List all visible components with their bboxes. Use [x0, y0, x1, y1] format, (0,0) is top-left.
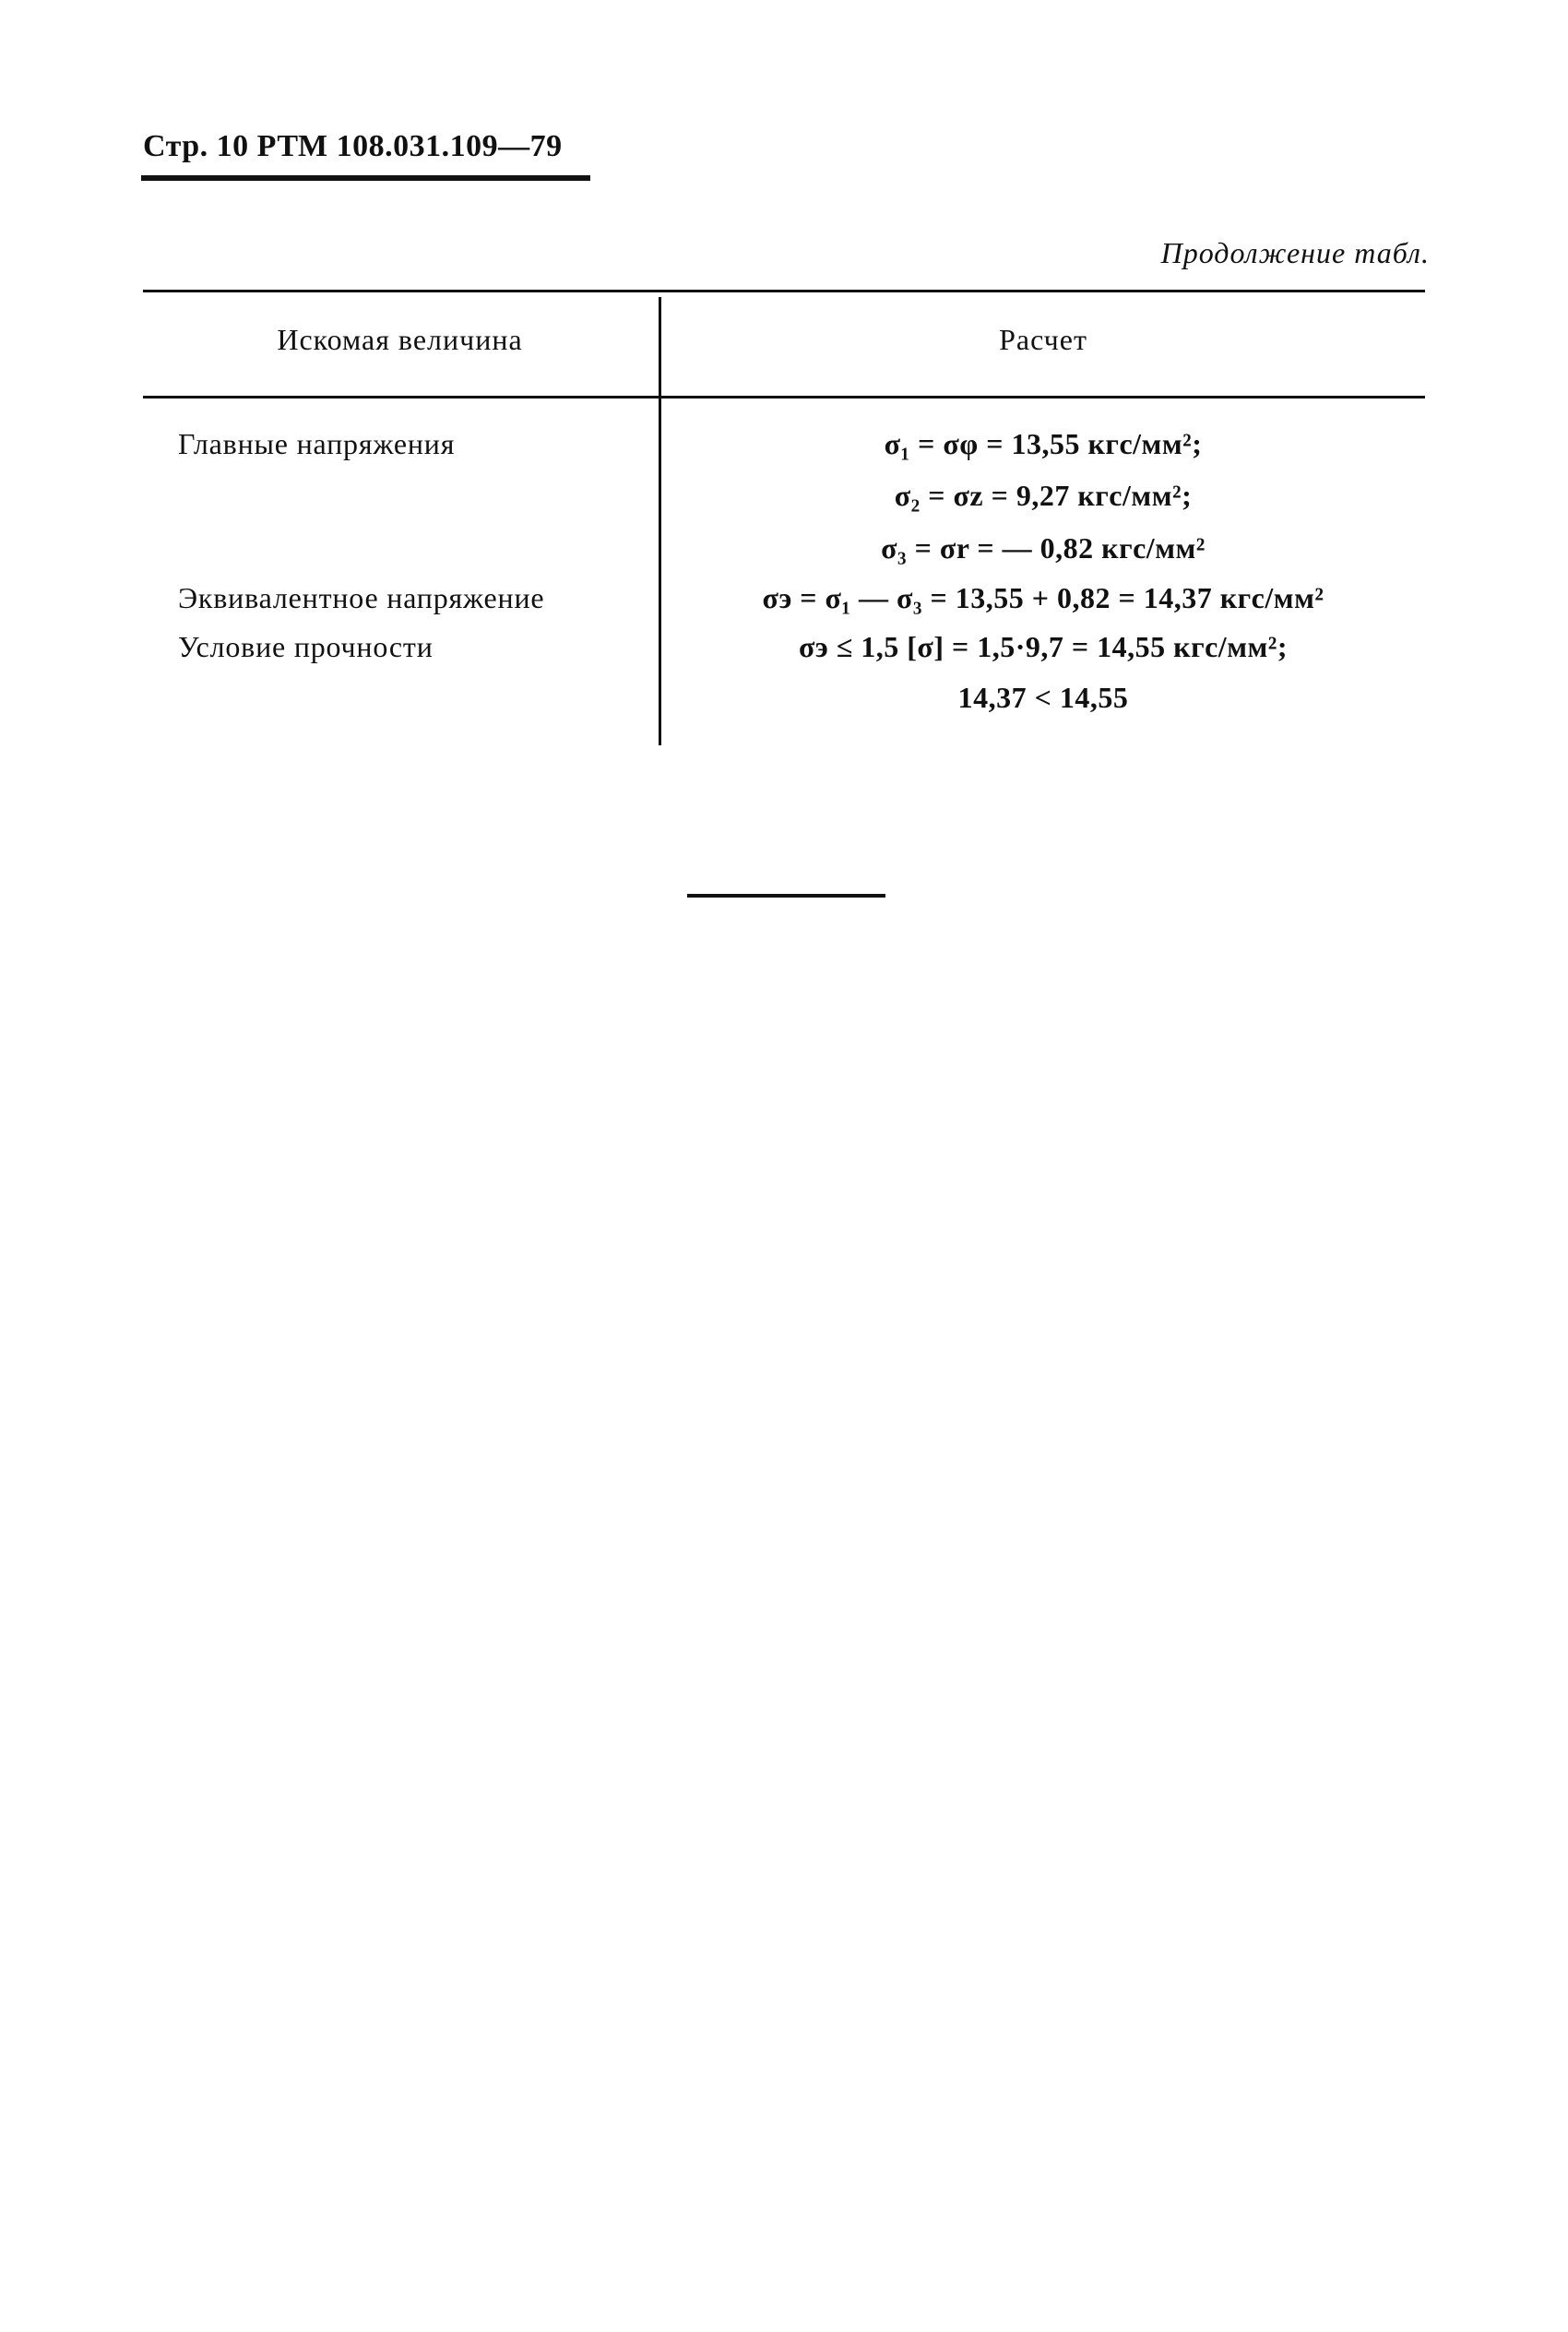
table-header-rule — [143, 396, 1425, 399]
table-top-rule — [143, 290, 1425, 292]
calc-line: σ₂ = σz = 9,27 кгс/мм²; — [894, 479, 1193, 512]
table-continuation-label: Продолжение табл. — [1160, 236, 1430, 269]
calc-line: 14,37 < 14,55 — [957, 681, 1129, 714]
column-header-calculation: Расчет — [999, 323, 1087, 356]
page-header: Стр. 10 РТМ 108.031.109—79 — [143, 129, 563, 163]
end-of-section-rule — [687, 894, 885, 898]
header-underline — [141, 175, 590, 181]
table-column-divider — [659, 297, 661, 745]
column-header-quantity: Искомая величина — [277, 323, 523, 356]
row-label-principal-stresses: Главные напряжения — [178, 427, 456, 460]
calc-line: σэ = σ₁ — σ₃ = 13,55 + 0,82 = 14,37 кгс/мм² — [762, 581, 1324, 614]
row-label-strength-condition: Условие прочности — [178, 630, 434, 663]
calc-line: σэ ≤ 1,5 [σ] = 1,5·9,7 = 14,55 кгс/мм²; — [798, 630, 1289, 663]
calc-line: σ₁ = σφ = 13,55 кгс/мм²; — [884, 427, 1203, 460]
row-label-equivalent-stress: Эквивалентное напряжение — [178, 581, 545, 614]
calc-line: σ₃ = σr = — 0,82 кгс/мм² — [881, 531, 1206, 565]
